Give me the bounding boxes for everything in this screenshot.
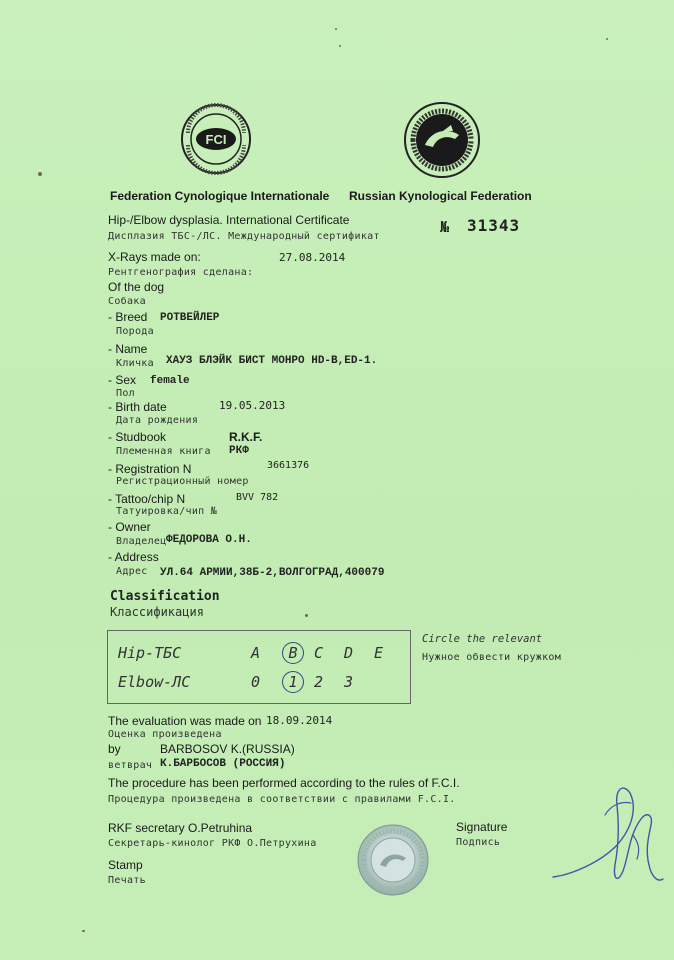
address-value: УЛ.64 АРМИИ,38Б-2,ВОЛГОГРАД,400079: [160, 567, 385, 579]
birth-label-ru: Дата рождения: [116, 415, 199, 426]
certificate-title-en: Hip-/Elbow dysplasia. International Certificate: [108, 213, 350, 227]
hip-grade-e: E: [374, 644, 384, 662]
owner-label-ru: Владелец: [116, 536, 167, 547]
paper-speck: [38, 172, 42, 176]
name-label-en: - Name: [108, 342, 148, 356]
evaluator-name-ru: К.БАРБОСОВ (РОССИЯ): [160, 758, 286, 770]
owner-value: ФЕДОРОВА О.Н.: [166, 534, 252, 546]
stamp-label-en: Stamp: [108, 858, 143, 872]
chip-label-en: - Tattoo/chip N: [108, 492, 186, 506]
rkf-logo: [403, 101, 481, 179]
hip-grade-a: A: [251, 644, 261, 662]
circle-note-en: Circle the relevant: [422, 633, 543, 645]
elbow-label: Elbow-ЛС: [118, 673, 191, 691]
classification-heading-en: Classification: [110, 589, 220, 604]
evaluator-name-en: BARBOSOV K.(RUSSIA): [160, 742, 295, 756]
address-label-en: - Address: [108, 550, 159, 564]
xray-date: 27.08.2014: [279, 251, 346, 264]
elbow-grade-0: 0: [251, 673, 261, 691]
studbook-label-ru: Племенная книга: [116, 446, 211, 457]
dog-heading-ru: Собака: [108, 296, 146, 307]
fci-logo-text: FCI: [205, 132, 227, 147]
xray-label-ru: Рентгенография сделана:: [108, 267, 254, 278]
rkf-org-name: Russian Kynological Federation: [349, 189, 532, 203]
procedure-en: The procedure has been performed according to the rules of F.C.I.: [108, 776, 460, 790]
certificate-title-ru: Дисплазия ТБС-/ЛС. Международный сертификат: [108, 231, 380, 242]
by-label: by: [108, 742, 121, 756]
birth-label-en: - Birth date: [108, 400, 167, 414]
circle-note-ru: Нужное обвести кружком: [422, 652, 562, 663]
hip-grade-c: C: [314, 644, 324, 662]
procedure-ru: Процедура произведена в соответствии с правилами F.C.I.: [108, 794, 456, 805]
signature-label-ru: Подпись: [456, 837, 501, 848]
classification-box: [107, 630, 411, 704]
sex-label-ru: Пол: [116, 388, 135, 399]
secretary-en: RKF secretary O.Petruhina: [108, 821, 253, 835]
elbow-grade-2: 2: [314, 673, 324, 691]
classification-heading-ru: Классификация: [110, 605, 204, 619]
paper-speck: [305, 614, 308, 617]
breed-label-ru: Порода: [116, 326, 154, 337]
birth-value: 19.05.2013: [219, 399, 286, 412]
hip-grade-d: D: [344, 644, 354, 662]
evaluation-label-en: The evaluation was made on: [108, 714, 262, 728]
registration-label-ru: Регистрационный номер: [116, 476, 249, 487]
certificate-number: 31343: [467, 216, 521, 235]
elbow-grade-3: 3: [344, 673, 354, 691]
paper-speck: [82, 930, 85, 932]
registration-label-en: - Registration N: [108, 462, 192, 476]
stamp-label-ru: Печать: [108, 875, 146, 886]
owner-label-en: - Owner: [108, 520, 151, 534]
address-label-ru: Адрес: [116, 566, 148, 577]
hologram-seal-icon: [356, 823, 430, 897]
paper-speck: [606, 38, 608, 40]
paper-speck: [339, 45, 341, 47]
studbook-value-en: R.K.F.: [229, 430, 263, 444]
secretary-ru: Секретарь-кинолог РКФ О.Петрухина: [108, 838, 317, 849]
xray-label-en: X-Rays made on:: [108, 250, 201, 264]
fci-logo: [180, 103, 252, 175]
dog-heading-en: Of the dog: [108, 280, 165, 294]
studbook-value-ru: РКФ: [229, 445, 249, 457]
paper-speck: [335, 28, 337, 30]
vet-label-ru: ветврач: [108, 760, 153, 771]
fci-org-name: Federation Cynologique Internationale: [110, 189, 330, 203]
sex-value: female: [150, 375, 190, 387]
chip-value: BVV 782: [236, 492, 279, 503]
name-label-ru: Кличка: [116, 358, 154, 369]
registration-value: 3661376: [267, 460, 310, 471]
handwritten-signature: [545, 775, 670, 895]
number-sign: №: [440, 218, 450, 236]
evaluation-date: 18.09.2014: [266, 714, 333, 727]
evaluation-label-ru: Оценка произведена: [108, 729, 222, 740]
breed-label-en: - Breed: [108, 310, 148, 324]
signature-label-en: Signature: [456, 820, 508, 834]
breed-value: РОТВЕЙЛЕР: [160, 312, 220, 324]
studbook-label-en: - Studbook: [108, 430, 167, 444]
elbow-grade-1-circled: 1: [282, 671, 304, 693]
hip-grade-b-circled: B: [282, 642, 304, 664]
sex-label-en: - Sex: [108, 373, 137, 387]
hip-label: Hip-ТБС: [118, 644, 182, 662]
chip-label-ru: Татуировка/чип №: [116, 506, 218, 517]
name-value: ХАУЗ БЛЭЙК БИСТ МОНРО HD-B,ED-1.: [166, 355, 378, 367]
